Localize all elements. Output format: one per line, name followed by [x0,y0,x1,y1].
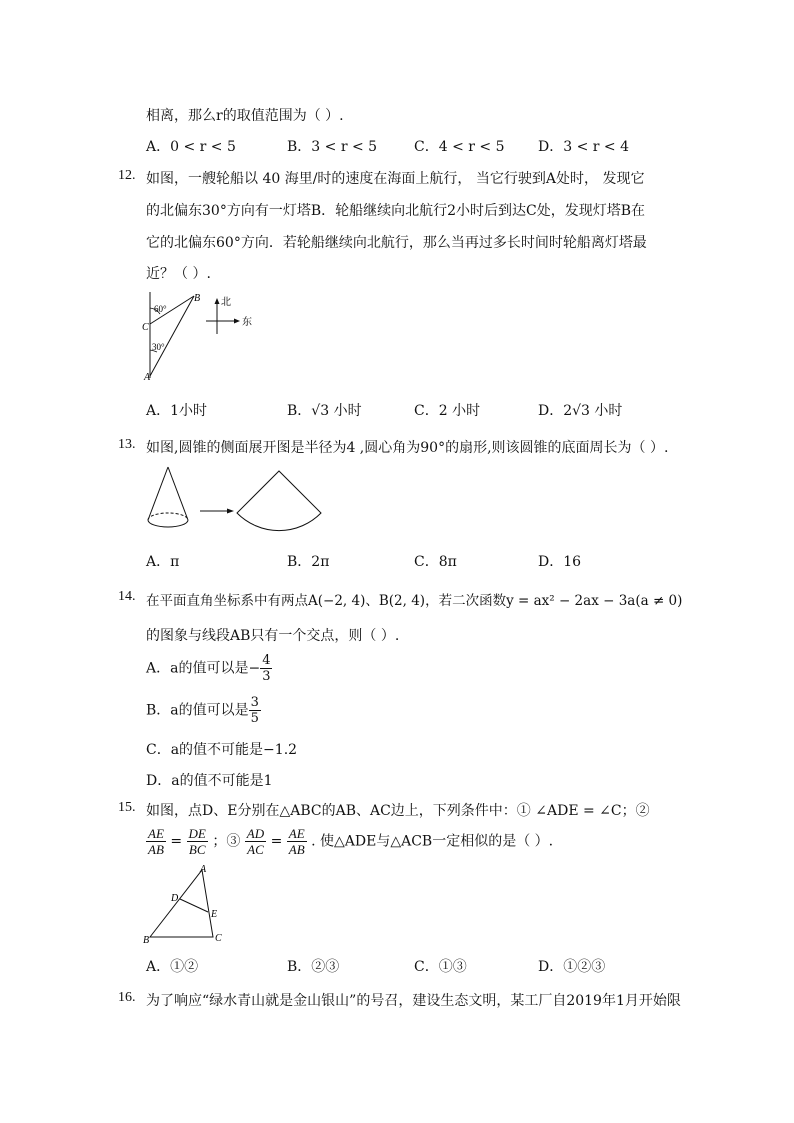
q13-number: 13. [118,437,136,452]
north-label: 北 [221,297,231,308]
q14-option-d: D．a的值不可能是1 [146,773,273,789]
q15-line-2 [146,826,553,857]
q15-fraction-ae-ab-2 [287,826,307,857]
q12-option-d: D．2√3 小时 [538,403,623,419]
angle-60-label: 60° [154,304,167,314]
q15-tail: . 使△ADE与△ACB一定相似的是（ ）. [311,833,554,850]
q14-option-a-text: A．a的值可以是 [146,660,249,677]
point-a-label: A [144,372,151,383]
q15-f2-den: BC [188,842,206,857]
q12-figure [140,288,265,383]
east-arrow-icon [234,319,240,324]
north-arrow-icon [215,298,220,304]
q15-eq-2: = [270,833,283,850]
q14-option-a-fraction [260,653,272,684]
q11-stem-tail: 相离，那么r的取值范围为（ ）. [146,108,344,124]
q15-f1-den: AB [148,842,164,857]
q13-option-c: C．8π [414,554,457,570]
q14-option-a-den: 3 [262,669,271,684]
point-a-label: A [200,864,207,875]
q15-eq-1: = [170,833,183,850]
q13-figure [140,464,330,536]
q14-option-a-num: 4 [262,653,271,668]
q15-f4-den: AB [288,842,305,857]
q16-number: 16. [118,990,136,1005]
q15-f4-num: AE [288,826,305,841]
cone-base-front [148,520,188,527]
q15-line-1: 如图，点D、E分别在△ABC的AB、AC边上，下列条件中：① ∠ADE = ∠C；② [146,803,650,819]
point-d-label: D [171,893,179,904]
triangle-abc [150,870,213,937]
cone-right-edge [168,467,188,520]
q15-f2-num: DE [188,826,206,841]
point-b-label: B [143,935,150,946]
q13-option-a: A．π [146,554,180,570]
point-b-label: B [194,293,201,304]
cone-left-edge [148,467,168,520]
q14-option-a [146,653,272,684]
q15-option-b: B．②③ [287,959,340,975]
q14-option-b-den: 5 [250,711,259,726]
q15-fraction-de-bc [187,826,208,857]
q11-option-c: C．4 < r < 5 [414,139,505,155]
arrow-right-icon [227,509,234,514]
q11-option-b: B．3 < r < 5 [287,139,378,155]
q12-line-4: 近？（ ）. [146,266,211,282]
q15-mid: ；③ [212,833,241,850]
q15-number: 15. [118,800,136,815]
q15-f3-den: AC [247,842,264,857]
angle-30-label: 30° [152,342,165,352]
q15-option-d: D．①②③ [538,959,606,975]
q13-option-b: B．2π [287,554,330,570]
q12-line-1: 如图，一艘轮船以 40 海里/时的速度在海面上航行， 当它行驶到A处时， 发现它 [146,171,645,187]
point-c-label: C [215,933,222,944]
segment-de [180,899,208,912]
east-label: 东 [242,317,252,328]
q13-line: 如图,圆锥的侧面展开图是半径为4 ,圆心角为90°的扇形,则该圆锥的底面周长为（ ）. [146,440,669,456]
q14-number: 14. [118,589,136,604]
q15-option-c: C．①③ [414,959,467,975]
q14-option-b-num: 3 [250,695,259,710]
q14-option-b [146,695,261,726]
q16-line: 为了响应“绿水青山就是金山银山”的号召，建设生态文明，某工厂自2019年1月开始限 [146,993,681,1009]
q12-option-b: B．√3 小时 [287,403,362,419]
q14-option-b-text: B．a的值可以是 [146,702,249,719]
q15-f1-num: AE [148,826,164,841]
cone-base-back [148,513,188,520]
q12-option-c: C．2 小时 [414,403,481,419]
q15-fraction-ad-ac [245,826,266,857]
point-c-label: C [142,322,149,333]
q15-figure [140,862,230,946]
q14-line-1: 在平面直角坐标系中有两点A(−2, 4)、B(2, 4)，若二次函数y = ax² − 2ax − 3a(a ≠ 0) [146,593,683,609]
q15-fraction-ae-ab [146,826,166,857]
q14-option-a-sign: − [248,660,261,677]
q14-option-c: C．a的值不可能是−1.2 [146,742,298,758]
q14-line-2: 的图象与线段AB只有一个交点，则（ ）. [146,628,400,644]
q13-option-d: D．16 [538,554,582,570]
q11-option-d: D．3 < r < 4 [538,139,629,155]
q12-line-2: 的北偏东30°方向有一灯塔B．轮船继续向北航行2小时后到达C处，发现灯塔B在 [146,203,646,219]
q11-option-a: A．0 < r < 5 [146,139,236,155]
q12-number: 12. [118,168,136,183]
q14-option-b-fraction [249,695,261,726]
sector [237,471,321,531]
point-e-label: E [211,909,218,920]
q15-f3-num: AD [246,826,265,841]
q12-option-a: A．1小时 [146,403,208,419]
q12-line-3: 它的北偏东60°方向．若轮船继续向北航行，那么当再过多长时间时轮船离灯塔最 [146,235,647,251]
q15-option-a: A．①② [146,959,199,975]
